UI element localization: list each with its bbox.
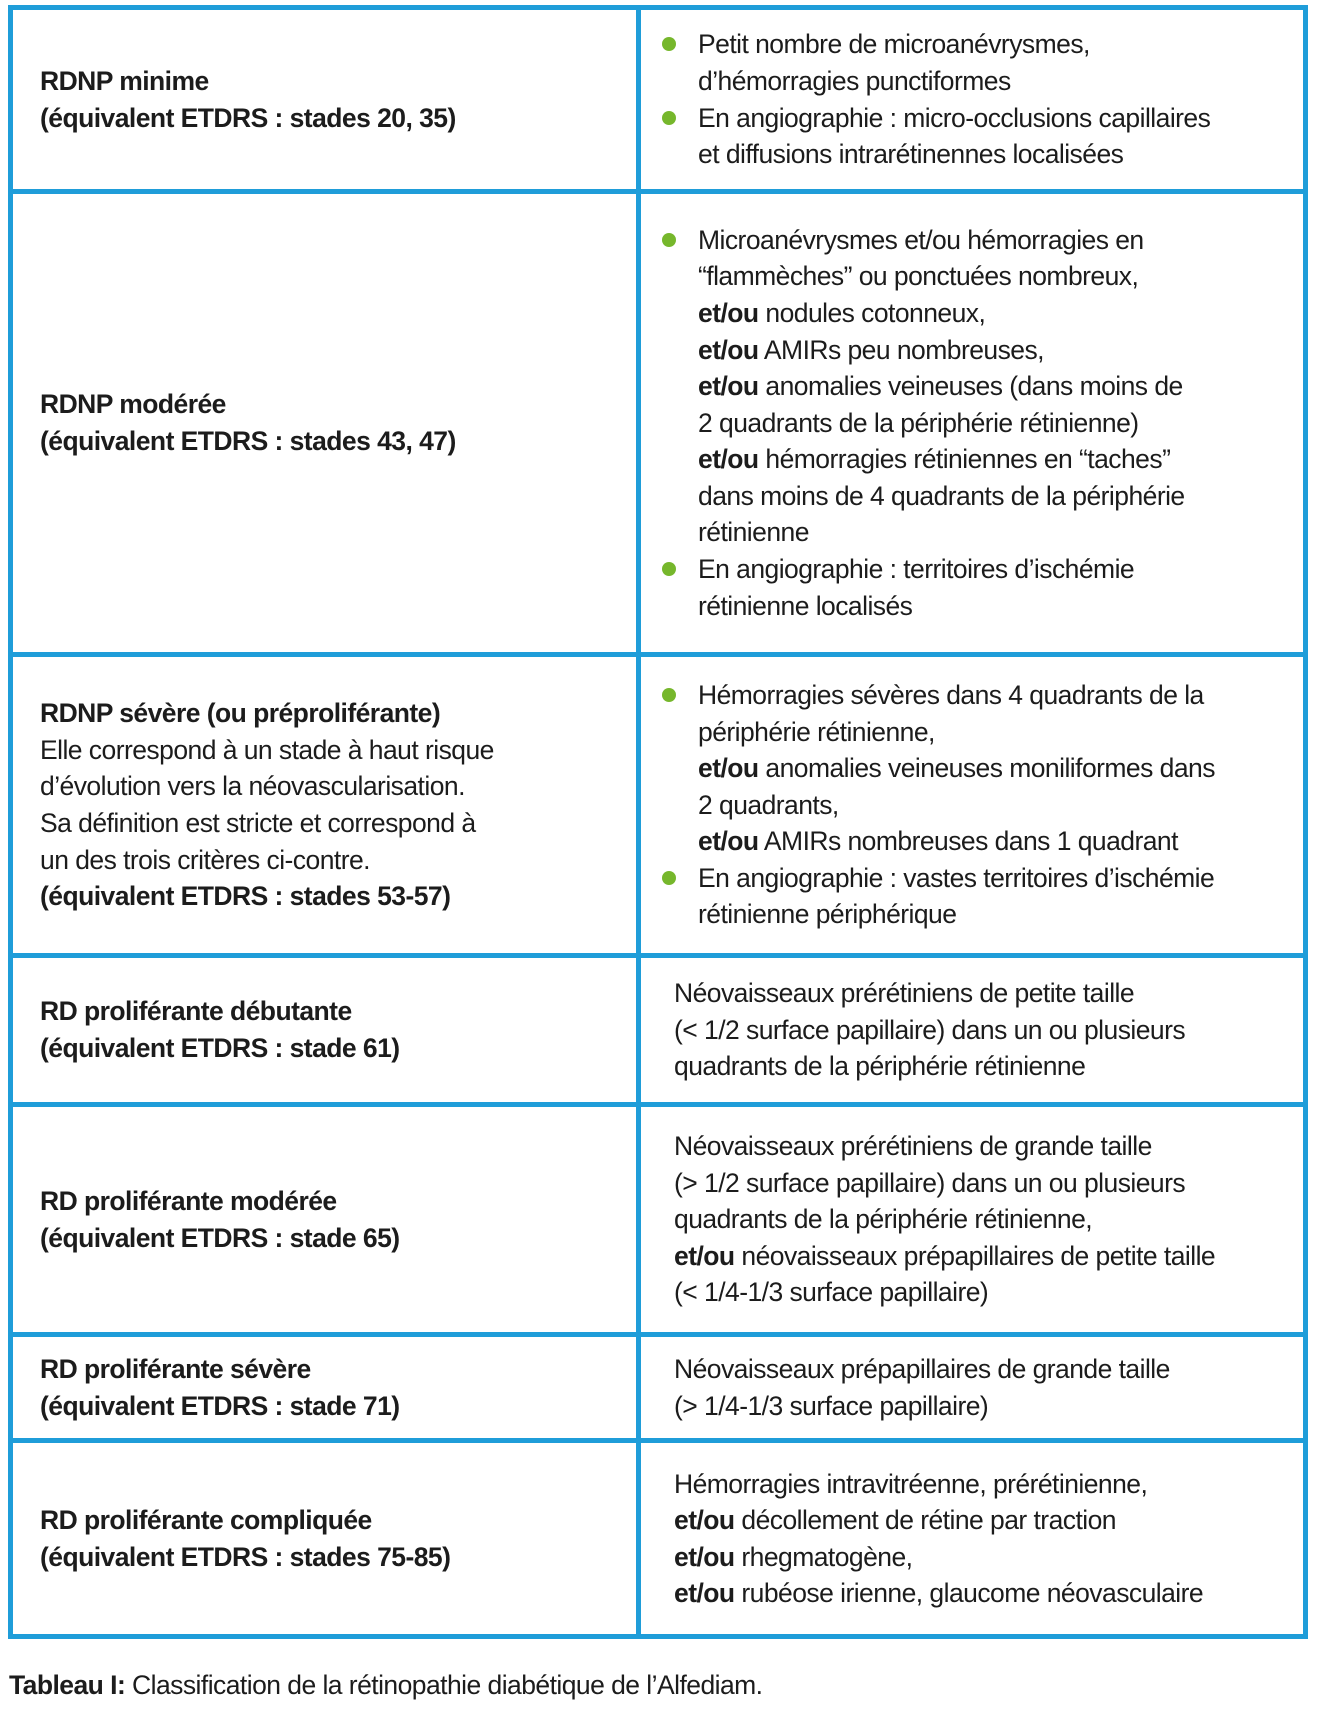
text-line — [661, 368, 1293, 405]
text-line — [661, 588, 1293, 625]
text: quadrants de la périphérie rétinienne — [674, 1051, 1086, 1082]
bold-text: et/ou — [698, 371, 759, 402]
text-line — [40, 1388, 622, 1425]
table-caption — [9, 1668, 763, 1702]
text-line — [661, 787, 1293, 824]
text: néovaisseaux prépapillaires de petite taille — [734, 1240, 1216, 1271]
table-row — [11, 1441, 1306, 1637]
text: rhegmatogène, — [734, 1541, 913, 1572]
bold-text: et/ou — [698, 334, 759, 365]
text: périphérie rétinienne, — [698, 716, 935, 747]
text-line — [661, 750, 1293, 787]
text-line — [674, 1201, 1293, 1238]
text-line — [661, 26, 1293, 63]
text-line — [40, 1220, 622, 1257]
text: et diffusions intrarétinennes localisées — [698, 139, 1124, 170]
stage-cell — [11, 655, 639, 956]
text: dans moins de 4 quadrants de la périphérie — [698, 480, 1185, 511]
text: Sa définition est stricte et correspond à — [40, 808, 476, 838]
text: (< 1/2 surface papillaire) dans un ou plusieurs — [674, 1014, 1186, 1045]
text: hémorragies rétiniennes en “taches” — [758, 444, 1171, 475]
table-row — [11, 1335, 1306, 1441]
table-row — [11, 956, 1306, 1105]
stage-cell — [11, 8, 639, 192]
text-line — [674, 1351, 1293, 1388]
text-line — [674, 1012, 1293, 1049]
text-line — [674, 1388, 1293, 1425]
text: Microanévrysmes et/ou hémorragies en — [698, 224, 1144, 255]
bold-text: et/ou — [698, 297, 759, 328]
stage-cell — [11, 956, 639, 1105]
text-line — [40, 63, 622, 100]
stage-cell — [11, 1441, 639, 1637]
text-line — [40, 1351, 622, 1388]
bold-text: RDNP sévère (ou préproliférante) — [40, 698, 441, 729]
stage-cell — [11, 1105, 639, 1335]
bold-text: (équivalent ETDRS : stades 75-85) — [40, 1541, 451, 1572]
bullet-icon — [662, 871, 676, 885]
table-row — [11, 1105, 1306, 1335]
caption-text: Classification de la rétinopathie diabétique de l’Alfediam. — [125, 1670, 763, 1700]
text-line — [40, 878, 622, 915]
bold-text: et/ou — [698, 826, 759, 857]
text: (> 1/2 surface papillaire) dans un ou plusieurs — [674, 1167, 1186, 1198]
text: AMIRs peu nombreuses, — [758, 334, 1044, 365]
text: rétinienne périphérique — [698, 899, 957, 930]
text: rétinienne — [698, 517, 809, 548]
text-line — [661, 222, 1293, 259]
table-row — [11, 8, 1306, 192]
text-line — [40, 1502, 622, 1539]
bold-text: RD proliférante débutante — [40, 996, 352, 1027]
text-line — [40, 732, 622, 769]
bold-text: et/ou — [698, 444, 759, 475]
text-line — [661, 258, 1293, 295]
text-line — [661, 551, 1293, 588]
text: Néovaisseaux prérétiniens de petite taille — [674, 978, 1135, 1009]
text-line — [661, 896, 1293, 933]
text: anomalies veineuses moniliformes dans — [758, 753, 1215, 784]
text-line — [674, 1238, 1293, 1275]
criteria-cell — [639, 956, 1306, 1105]
text-line — [674, 1466, 1293, 1503]
text: nodules cotonneux, — [758, 297, 986, 328]
text: Hémorragies intravitréenne, prérétinienne, — [674, 1468, 1148, 1499]
text: rubéose irienne, glaucome néovasculaire — [734, 1578, 1204, 1609]
bold-text: (équivalent ETDRS : stade 61) — [40, 1033, 400, 1063]
table-body — [11, 8, 1306, 1637]
text-line — [40, 100, 622, 137]
bullet-icon — [662, 562, 676, 576]
text: Hémorragies sévères dans 4 quadrants de la — [698, 679, 1204, 710]
text-line — [674, 1274, 1293, 1311]
text-line — [661, 405, 1293, 442]
criteria-cell — [639, 655, 1306, 956]
criteria-cell — [639, 1335, 1306, 1441]
criteria-cell — [639, 1105, 1306, 1335]
bold-text: et/ou — [698, 753, 759, 784]
text-line — [40, 695, 622, 732]
text-line — [661, 295, 1293, 332]
text-line — [661, 823, 1293, 860]
text: (> 1/4-1/3 surface papillaire) — [674, 1390, 989, 1421]
bold-text: et/ou — [674, 1240, 735, 1271]
bold-text: RDNP minime — [40, 65, 209, 96]
bold-text: (équivalent ETDRS : stade 65) — [40, 1222, 400, 1253]
text-line — [40, 768, 622, 805]
bullet-icon — [662, 688, 676, 702]
text-line — [661, 100, 1293, 137]
criteria-cell — [639, 8, 1306, 192]
text: En angiographie : micro-occlusions capillaires — [698, 102, 1211, 133]
bold-text: RDNP modérée — [40, 389, 226, 420]
bold-text: (équivalent ETDRS : stades 43, 47) — [40, 426, 456, 456]
classification-table — [8, 5, 1308, 1639]
text: anomalies veineuses (dans moins de — [758, 371, 1183, 402]
text: décollement de rétine par traction — [734, 1505, 1116, 1536]
text: En angiographie : territoires d’ischémie — [698, 554, 1135, 585]
text: quadrants de la périphérie rétinienne, — [674, 1204, 1093, 1235]
text-line — [40, 993, 622, 1030]
criteria-cell — [639, 1441, 1306, 1637]
text-line — [674, 1539, 1293, 1576]
bold-text: (équivalent ETDRS : stade 71) — [40, 1390, 400, 1421]
text: d’hémorragies punctiformes — [698, 65, 1011, 96]
bold-text: et/ou — [674, 1578, 735, 1609]
text-line — [40, 805, 622, 842]
text-line — [674, 975, 1293, 1012]
text-line — [674, 1502, 1293, 1539]
bullet-icon — [662, 37, 676, 51]
text-line — [40, 1183, 622, 1220]
text-line — [661, 332, 1293, 369]
text-line — [661, 677, 1293, 714]
stage-cell — [11, 192, 639, 655]
text: Elle correspond à un stade à haut risque — [40, 734, 494, 765]
text: un des trois critères ci-contre. — [40, 844, 370, 875]
text-line — [661, 714, 1293, 751]
table-row — [11, 655, 1306, 956]
text-line — [674, 1048, 1293, 1085]
bold-text: et/ou — [674, 1505, 735, 1536]
table-row — [11, 192, 1306, 655]
text-line — [40, 1030, 622, 1067]
text-line — [661, 860, 1293, 897]
text-line — [661, 441, 1293, 478]
text: “flammèches” ou ponctuées nombreux, — [698, 261, 1139, 292]
text-line — [674, 1575, 1293, 1612]
text: 2 quadrants de la périphérie rétinienne) — [698, 407, 1139, 438]
bold-text: RD proliférante sévère — [40, 1354, 311, 1384]
text: Petit nombre de microanévrysmes, — [698, 29, 1090, 60]
bold-text: RD proliférante compliquée — [40, 1505, 372, 1536]
text-line — [674, 1165, 1293, 1202]
text: En angiographie : vastes territoires d’ischémie — [698, 862, 1215, 893]
bold-text: (équivalent ETDRS : stades 53-57) — [40, 881, 451, 912]
text-line — [661, 63, 1293, 100]
text-line — [40, 423, 622, 460]
text-line — [661, 478, 1293, 515]
text-line — [40, 1539, 622, 1576]
bold-text: et/ou — [674, 1541, 735, 1572]
text: 2 quadrants, — [698, 789, 839, 820]
bullet-icon — [662, 111, 676, 125]
text-line — [40, 842, 622, 879]
bullet-icon — [662, 233, 676, 247]
text: rétinienne localisés — [698, 590, 913, 621]
text-line — [674, 1128, 1293, 1165]
caption-label: Tableau I: — [9, 1670, 126, 1700]
text-line — [661, 514, 1293, 551]
text: d’évolution vers la néovascularisation. — [40, 771, 465, 802]
text-line — [661, 136, 1293, 173]
criteria-cell — [639, 192, 1306, 655]
text-line — [40, 386, 622, 423]
text: AMIRs nombreuses dans 1 quadrant — [758, 826, 1178, 857]
bold-text: (équivalent ETDRS : stades 20, 35) — [40, 102, 456, 133]
stage-cell — [11, 1335, 639, 1441]
text: Néovaisseaux prérétiniens de grande taille — [674, 1131, 1152, 1162]
text: (< 1/4-1/3 surface papillaire) — [674, 1277, 989, 1308]
bold-text: RD proliférante modérée — [40, 1185, 337, 1216]
text: Néovaisseaux prépapillaires de grande taille — [674, 1354, 1170, 1384]
